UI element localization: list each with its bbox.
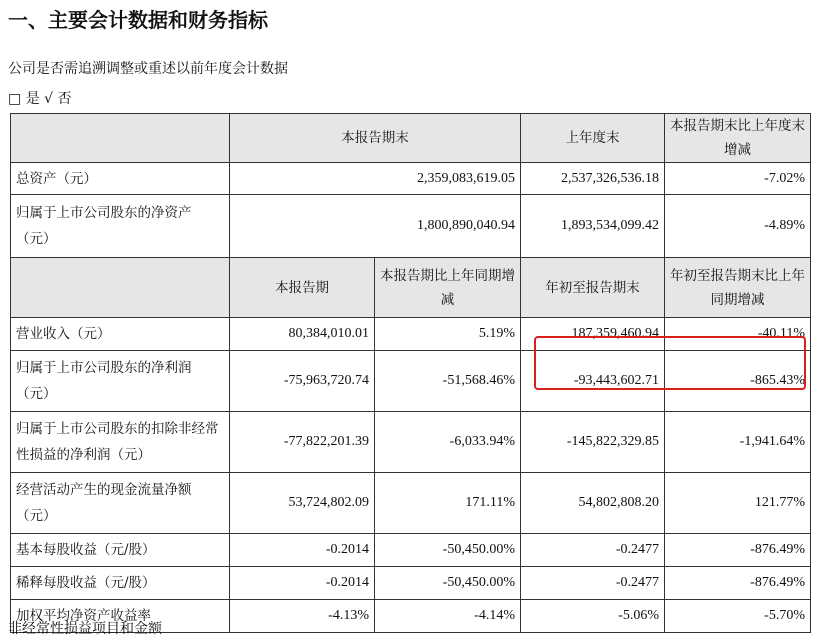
answer-no: 否 xyxy=(57,91,72,107)
restate-question: 公司是否需追溯调整或重述以前年度会计数据 xyxy=(8,61,288,77)
cell-value: 171.11% xyxy=(375,473,521,534)
cell-value: -50,450.00% xyxy=(375,567,521,600)
cell-value: -5.70% xyxy=(665,600,811,633)
cell-value: -6,033.94% xyxy=(375,412,521,473)
header-blank-cell xyxy=(11,114,230,163)
table-row xyxy=(11,412,811,473)
section-title: 一、主要会计数据和财务指标 xyxy=(8,8,268,32)
highlight-box xyxy=(534,336,806,390)
cell-value: -0.2014 xyxy=(230,567,375,600)
col-header: 上年度末 xyxy=(521,114,665,163)
cell-value: -0.2477 xyxy=(521,534,665,567)
cell-value: -4.89% xyxy=(665,195,811,258)
col-header: 年初至报告期末 xyxy=(521,258,665,318)
cell-value: -145,822,329.85 xyxy=(521,412,665,473)
cell-value: 187,359,460.94 xyxy=(521,318,665,351)
cell-value: 54,802,808.20 xyxy=(521,473,665,534)
checkbox-icon: □ xyxy=(8,91,22,107)
cell-value: -4.14% xyxy=(375,600,521,633)
cell-value: -876.49% xyxy=(665,567,811,600)
row-label: 营业收入（元） xyxy=(11,318,230,351)
restate-answer xyxy=(8,88,72,108)
row-label: 归属于上市公司股东的扣除非经常性损益的净利润（元） xyxy=(11,412,230,473)
row-label: 归属于上市公司股东的净资产（元） xyxy=(11,195,230,258)
cell-value: -7.02% xyxy=(665,163,811,195)
col-header: 本报告期比上年同期增减 xyxy=(375,258,521,318)
col-header: 本报告期 xyxy=(230,258,375,318)
cell-value: -876.49% xyxy=(665,534,811,567)
cell-value: -0.2477 xyxy=(521,567,665,600)
table1-header-row xyxy=(11,114,811,163)
cell-value: -4.13% xyxy=(230,600,375,633)
check-mark-icon: √ xyxy=(44,91,54,107)
col-header: 年初至报告期末比上年同期增减 xyxy=(665,258,811,318)
table-row xyxy=(11,567,811,600)
table-row xyxy=(11,195,811,258)
table2-header-row xyxy=(11,258,811,318)
row-label: 经营活动产生的现金流量净额（元） xyxy=(11,473,230,534)
cell-value: 2,537,326,536.18 xyxy=(521,163,665,195)
cell-value: -0.2014 xyxy=(230,534,375,567)
table-row xyxy=(11,473,811,534)
header-blank-cell xyxy=(11,258,230,318)
col-header: 本报告期末 xyxy=(230,114,521,163)
cell-value: 2,359,083,619.05 xyxy=(230,163,521,195)
cell-value: -865.43% xyxy=(665,351,811,412)
answer-yes: 是 xyxy=(25,91,40,107)
row-label: 总资产（元） xyxy=(11,163,230,195)
row-label: 稀释每股收益（元/股） xyxy=(11,567,230,600)
cell-value: 5.19% xyxy=(375,318,521,351)
cell-value: -77,822,201.39 xyxy=(230,412,375,473)
cell-value: -50,450.00% xyxy=(375,534,521,567)
row-label: 加权平均净资产收益率 xyxy=(11,600,230,633)
cell-value: -51,568.46% xyxy=(375,351,521,412)
cell-value: -93,443,602.71 xyxy=(521,351,665,412)
cell-value: 80,384,010.01 xyxy=(230,318,375,351)
row-label: 归属于上市公司股东的净利润（元） xyxy=(11,351,230,412)
cell-value: 1,893,534,099.42 xyxy=(521,195,665,258)
cell-value: -75,963,720.74 xyxy=(230,351,375,412)
col-header: 本报告期末比上年度末增减 xyxy=(665,114,811,163)
cell-value: -5.06% xyxy=(521,600,665,633)
table-row xyxy=(11,163,811,195)
cell-value: 1,800,890,040.94 xyxy=(230,195,521,258)
cell-value: 121.77% xyxy=(665,473,811,534)
table-row xyxy=(11,534,811,567)
cell-value: -1,941.64% xyxy=(665,412,811,473)
cell-value: 53,724,802.09 xyxy=(230,473,375,534)
cell-value: -40.11% xyxy=(665,318,811,351)
row-label: 基本每股收益（元/股） xyxy=(11,534,230,567)
footer-heading: 非经常性损益项目和金额 xyxy=(8,621,162,637)
